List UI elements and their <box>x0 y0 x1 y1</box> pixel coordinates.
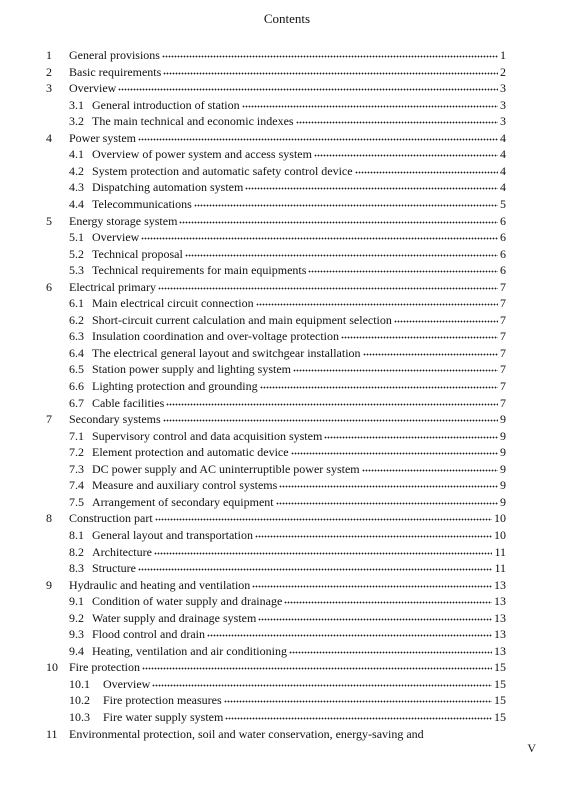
toc-entry[interactable] <box>69 162 506 178</box>
toc-entry-number: 3 <box>46 81 52 96</box>
toc-entry[interactable] <box>69 245 506 261</box>
toc-entry-label: Technical requirements for main equipments <box>92 263 307 278</box>
toc-entry[interactable] <box>69 691 506 707</box>
toc-entry[interactable] <box>46 46 506 62</box>
toc-entry-number: 1 <box>46 48 52 62</box>
toc-entry[interactable] <box>69 559 506 575</box>
toc-entry-number: 6.1 <box>69 296 84 311</box>
toc-entry-page: 7 <box>500 279 506 294</box>
toc-entry-number: 7.1 <box>69 428 84 443</box>
toc-entry-number: 10.2 <box>69 693 90 708</box>
toc-entry-page: 9 <box>500 478 506 493</box>
toc-entry-label: Construction part <box>69 511 153 526</box>
toc-dot-leader <box>355 165 498 177</box>
toc-entry-page: 9 <box>500 445 506 460</box>
toc-entry[interactable] <box>69 311 506 327</box>
toc-entry-label: Architecture <box>92 544 152 559</box>
toc-entry-number: 9 <box>46 577 52 592</box>
toc-entry-label: Technical proposal <box>92 246 183 261</box>
toc-entry-label: Environmental protection, soil and water conservation, energy-saving and <box>69 726 424 741</box>
toc-dot-leader <box>194 198 498 210</box>
toc-entry-label: Fire protection measures <box>103 693 222 708</box>
toc-entry-label: The main technical and economic indexes <box>92 114 294 129</box>
toc-entry-number: 6 <box>46 279 52 294</box>
toc-dot-leader <box>152 678 492 690</box>
toc-entry-number: 7.3 <box>69 461 84 476</box>
toc-entry-page: 7 <box>500 345 506 360</box>
toc-entry-page: 15 <box>494 710 506 724</box>
toc-dot-leader <box>293 363 498 375</box>
toc-entry[interactable] <box>69 360 506 376</box>
toc-entry[interactable] <box>69 675 506 691</box>
toc-dot-leader <box>258 612 492 624</box>
toc-entry[interactable] <box>46 410 506 426</box>
toc-dot-leader <box>308 264 498 276</box>
toc-dot-leader <box>394 314 498 326</box>
toc-entry[interactable] <box>69 195 506 211</box>
toc-entry-page: 15 <box>494 660 506 675</box>
toc-entry-page: 9 <box>500 428 506 443</box>
toc-entry-label: General introduction of station <box>92 97 240 112</box>
toc-entry[interactable] <box>69 377 506 393</box>
toc-entry-number: 10.3 <box>69 710 90 724</box>
toc-entry-number: 4 <box>46 130 52 145</box>
toc-entry-number: 6.4 <box>69 345 84 360</box>
toc-dot-leader <box>207 628 492 640</box>
toc-entry[interactable] <box>69 112 506 128</box>
toc-entry-label: Lighting protection and grounding <box>92 379 258 393</box>
toc-entry-label: Structure <box>92 561 136 576</box>
toc-entry-label: The electrical general layout and switchgear installation <box>92 345 361 360</box>
toc-entry[interactable] <box>46 725 506 741</box>
toc-entry-number: 9.4 <box>69 643 84 658</box>
toc-entry-label: System protection and automatic safety control device <box>92 163 353 178</box>
toc-entry[interactable] <box>69 394 506 410</box>
toc-entry-label: Heating, ventilation and air conditioning <box>92 643 287 658</box>
toc-dot-leader <box>118 82 498 94</box>
toc-dot-leader <box>284 595 492 607</box>
toc-dot-leader <box>324 430 498 442</box>
toc-dot-leader <box>256 297 498 309</box>
toc-entry[interactable] <box>46 658 506 674</box>
toc-entry-label: Measure and auxiliary control systems <box>92 478 278 493</box>
toc-entry-number: 8.3 <box>69 561 84 576</box>
toc-entry[interactable] <box>46 278 506 294</box>
toc-entry-label: Hydraulic and heating and ventilation <box>69 577 251 592</box>
toc-entry-label: General provisions <box>69 48 160 62</box>
toc-entry[interactable] <box>69 493 506 509</box>
toc-entry-number: 6.3 <box>69 329 84 344</box>
toc-entry[interactable] <box>46 509 506 525</box>
toc-entry-number: 8 <box>46 511 52 526</box>
toc-entry-page: 6 <box>500 263 506 278</box>
toc-entry-page: 13 <box>494 643 506 658</box>
toc-dot-leader <box>255 529 492 541</box>
toc-entry-number: 9.1 <box>69 594 84 609</box>
toc-entry-page: 9 <box>500 494 506 509</box>
toc-entry-label: Overview <box>103 676 151 691</box>
toc-entry[interactable] <box>69 228 506 244</box>
page-folio: V <box>527 741 536 755</box>
toc-entry-page: 7 <box>500 329 506 344</box>
toc-dot-leader <box>138 132 498 144</box>
toc-entry-page: 13 <box>494 594 506 609</box>
toc-entry-label: Overview of power system and access system <box>92 147 312 162</box>
toc-entry-number: 11 <box>46 726 58 741</box>
toc-entry-number: 6.6 <box>69 379 84 393</box>
toc-entry-page: 4 <box>500 130 506 145</box>
toc-entry-number: 4.2 <box>69 163 84 178</box>
toc-entry[interactable] <box>69 344 506 360</box>
toc-entry-label: Power system <box>69 130 136 145</box>
toc-entry[interactable] <box>46 79 506 95</box>
toc-entry-number: 4.3 <box>69 180 84 195</box>
toc-entry-number: 2 <box>46 64 52 79</box>
toc-dot-leader <box>163 66 498 78</box>
toc-entry[interactable] <box>69 294 506 310</box>
toc-entry-page: 13 <box>494 577 506 592</box>
toc-entry[interactable] <box>69 592 506 608</box>
toc-entry-number: 7.4 <box>69 478 84 493</box>
toc-entry[interactable] <box>69 443 506 459</box>
toc-entry-page: 7 <box>500 362 506 377</box>
toc-entry[interactable] <box>69 609 506 625</box>
toc-entry[interactable] <box>69 476 506 492</box>
toc-entry-page: 4 <box>500 163 506 178</box>
toc-entry[interactable] <box>69 145 506 161</box>
page-title: Contents <box>263 11 311 26</box>
toc-dot-leader <box>291 446 498 458</box>
toc-entry-number: 5.1 <box>69 230 84 245</box>
toc-entry-page: 4 <box>500 180 506 195</box>
toc-entry-page: 9 <box>500 461 506 476</box>
toc-dot-leader <box>252 579 492 591</box>
toc-entry-page: 7 <box>500 379 506 393</box>
toc-entry-page: 6 <box>500 213 506 228</box>
toc-entry[interactable] <box>69 625 506 641</box>
toc-dot-leader <box>154 546 492 558</box>
toc-entry-number: 4.1 <box>69 147 84 162</box>
toc-entry[interactable] <box>46 212 506 228</box>
toc-entry-page: 11 <box>494 544 506 559</box>
toc-dot-leader <box>141 231 498 243</box>
toc-entry-page: 4 <box>500 147 506 162</box>
toc-entry-number: 5.3 <box>69 263 84 278</box>
toc-entry-number: 6.7 <box>69 395 84 410</box>
toc-entry-number: 7 <box>46 412 52 427</box>
toc-entry-page: 3 <box>500 81 506 96</box>
toc-entry-label: Arrangement of secondary equipment <box>92 494 274 509</box>
toc-dot-leader <box>162 49 498 61</box>
toc-entry-label: Flood control and drain <box>92 627 205 642</box>
toc-entry-page: 7 <box>500 312 506 327</box>
toc-entry-page: 3 <box>500 114 506 129</box>
toc-dot-leader <box>362 463 498 475</box>
toc-dot-leader <box>185 248 498 260</box>
toc-entry-page: 15 <box>494 676 506 691</box>
toc-dot-leader <box>163 413 498 425</box>
toc-entry-page: 9 <box>500 412 506 427</box>
toc-entry-label: Station power supply and lighting system <box>92 362 291 377</box>
toc-entry-label: Secondary systems <box>69 412 161 427</box>
toc-entry-number: 8.1 <box>69 527 84 542</box>
toc-entry-label: Fire water supply system <box>103 710 224 724</box>
toc-entry[interactable] <box>46 63 506 79</box>
toc-entry-page: 10 <box>494 511 506 526</box>
toc-entry[interactable] <box>69 96 506 112</box>
toc-entry[interactable] <box>69 327 506 343</box>
toc-entry-page: 6 <box>500 230 506 245</box>
toc-dot-leader <box>155 512 492 524</box>
toc-entry-label: Overview <box>92 230 140 245</box>
toc-dot-leader <box>158 281 498 293</box>
toc-dot-leader <box>179 215 498 227</box>
toc-entry-number: 7.2 <box>69 445 84 460</box>
toc-entry-number: 6.2 <box>69 312 84 327</box>
toc-entry-page: 6 <box>500 246 506 261</box>
toc-entry[interactable] <box>69 543 506 559</box>
toc-dot-leader <box>279 479 498 491</box>
toc-dot-leader <box>138 562 492 574</box>
toc-dot-leader <box>245 181 498 193</box>
toc-entry[interactable] <box>69 460 506 476</box>
toc-entry-label: Insulation coordination and over-voltage protection <box>92 329 340 344</box>
toc-entry-label: Dispatching automation system <box>92 180 244 195</box>
toc-entry-label: Overview <box>69 81 117 96</box>
toc-entry[interactable] <box>69 261 506 277</box>
toc-dot-leader <box>276 496 498 508</box>
toc-entry-number: 3.1 <box>69 97 84 112</box>
toc-entry-label: Basic requirements <box>69 64 162 79</box>
toc-entry-number: 6.5 <box>69 362 84 377</box>
toc-entry-page: 5 <box>500 196 506 211</box>
toc-entry-number: 9.3 <box>69 627 84 642</box>
toc-entry-number: 8.2 <box>69 544 84 559</box>
toc-entry-page: 7 <box>500 296 506 311</box>
toc-entry[interactable] <box>69 178 506 194</box>
toc-entry[interactable] <box>69 526 506 542</box>
toc-entry-page: 7 <box>500 395 506 410</box>
toc-entry-page: 11 <box>494 561 506 576</box>
toc-entry-number: 7.5 <box>69 494 84 509</box>
toc-entry[interactable] <box>69 427 506 443</box>
toc-dot-leader <box>260 380 498 392</box>
toc-entry-label: Short-circuit current calculation and main equipment selection <box>92 312 392 327</box>
toc-dot-leader <box>225 711 492 723</box>
toc-dot-leader <box>242 99 498 111</box>
toc-entry[interactable] <box>46 576 506 592</box>
toc-entry-label: Supervisory control and data acquisition system <box>92 428 323 443</box>
toc-entry-number: 10.1 <box>69 676 90 691</box>
toc-entry-label: Water supply and drainage system <box>92 610 257 625</box>
toc-entry-label: Condition of water supply and drainage <box>92 594 283 609</box>
toc-dot-leader <box>363 347 498 359</box>
toc-entry-page: 13 <box>494 627 506 642</box>
toc-dot-leader <box>142 661 492 673</box>
toc-entry-number: 4.4 <box>69 196 84 211</box>
toc-entry-page: 10 <box>494 527 506 542</box>
toc-entry-number: 9.2 <box>69 610 84 625</box>
toc-dot-leader <box>341 330 498 342</box>
toc-entry-page: 2 <box>500 64 506 79</box>
toc-entry-page: 3 <box>500 97 506 112</box>
toc-entry-number: 5.2 <box>69 246 84 261</box>
toc-entry-label: Cable facilities <box>92 395 165 410</box>
toc-entry-number: 3.2 <box>69 114 84 129</box>
toc-entry-number: 5 <box>46 213 52 228</box>
toc-entry-label: Main electrical circuit connection <box>92 296 254 311</box>
toc-entry[interactable] <box>46 129 506 145</box>
toc-dot-leader <box>314 148 498 160</box>
toc-entry-label: Fire protection <box>69 660 140 675</box>
toc-dot-leader <box>224 694 492 706</box>
toc-entry-label: Telecommunications <box>92 196 192 211</box>
toc-entry-label: Electrical primary <box>69 279 156 294</box>
toc-dot-leader <box>166 397 498 409</box>
toc-entry[interactable] <box>69 708 506 724</box>
toc-dot-leader <box>289 645 492 657</box>
toc-dot-leader <box>296 115 498 127</box>
toc-entry-label: Element protection and automatic device <box>92 445 289 460</box>
toc-entry-label: General layout and transportation <box>92 527 253 542</box>
toc-entry-page: 15 <box>494 693 506 708</box>
toc-entry-page: 13 <box>494 610 506 625</box>
toc-entry[interactable] <box>69 642 506 658</box>
toc-entry-number: 10 <box>46 660 58 675</box>
toc-entry-page: 1 <box>500 48 506 62</box>
toc-entry-label: Energy storage system <box>69 213 178 228</box>
toc-entry-label: DC power supply and AC uninterruptible power system <box>92 461 360 476</box>
